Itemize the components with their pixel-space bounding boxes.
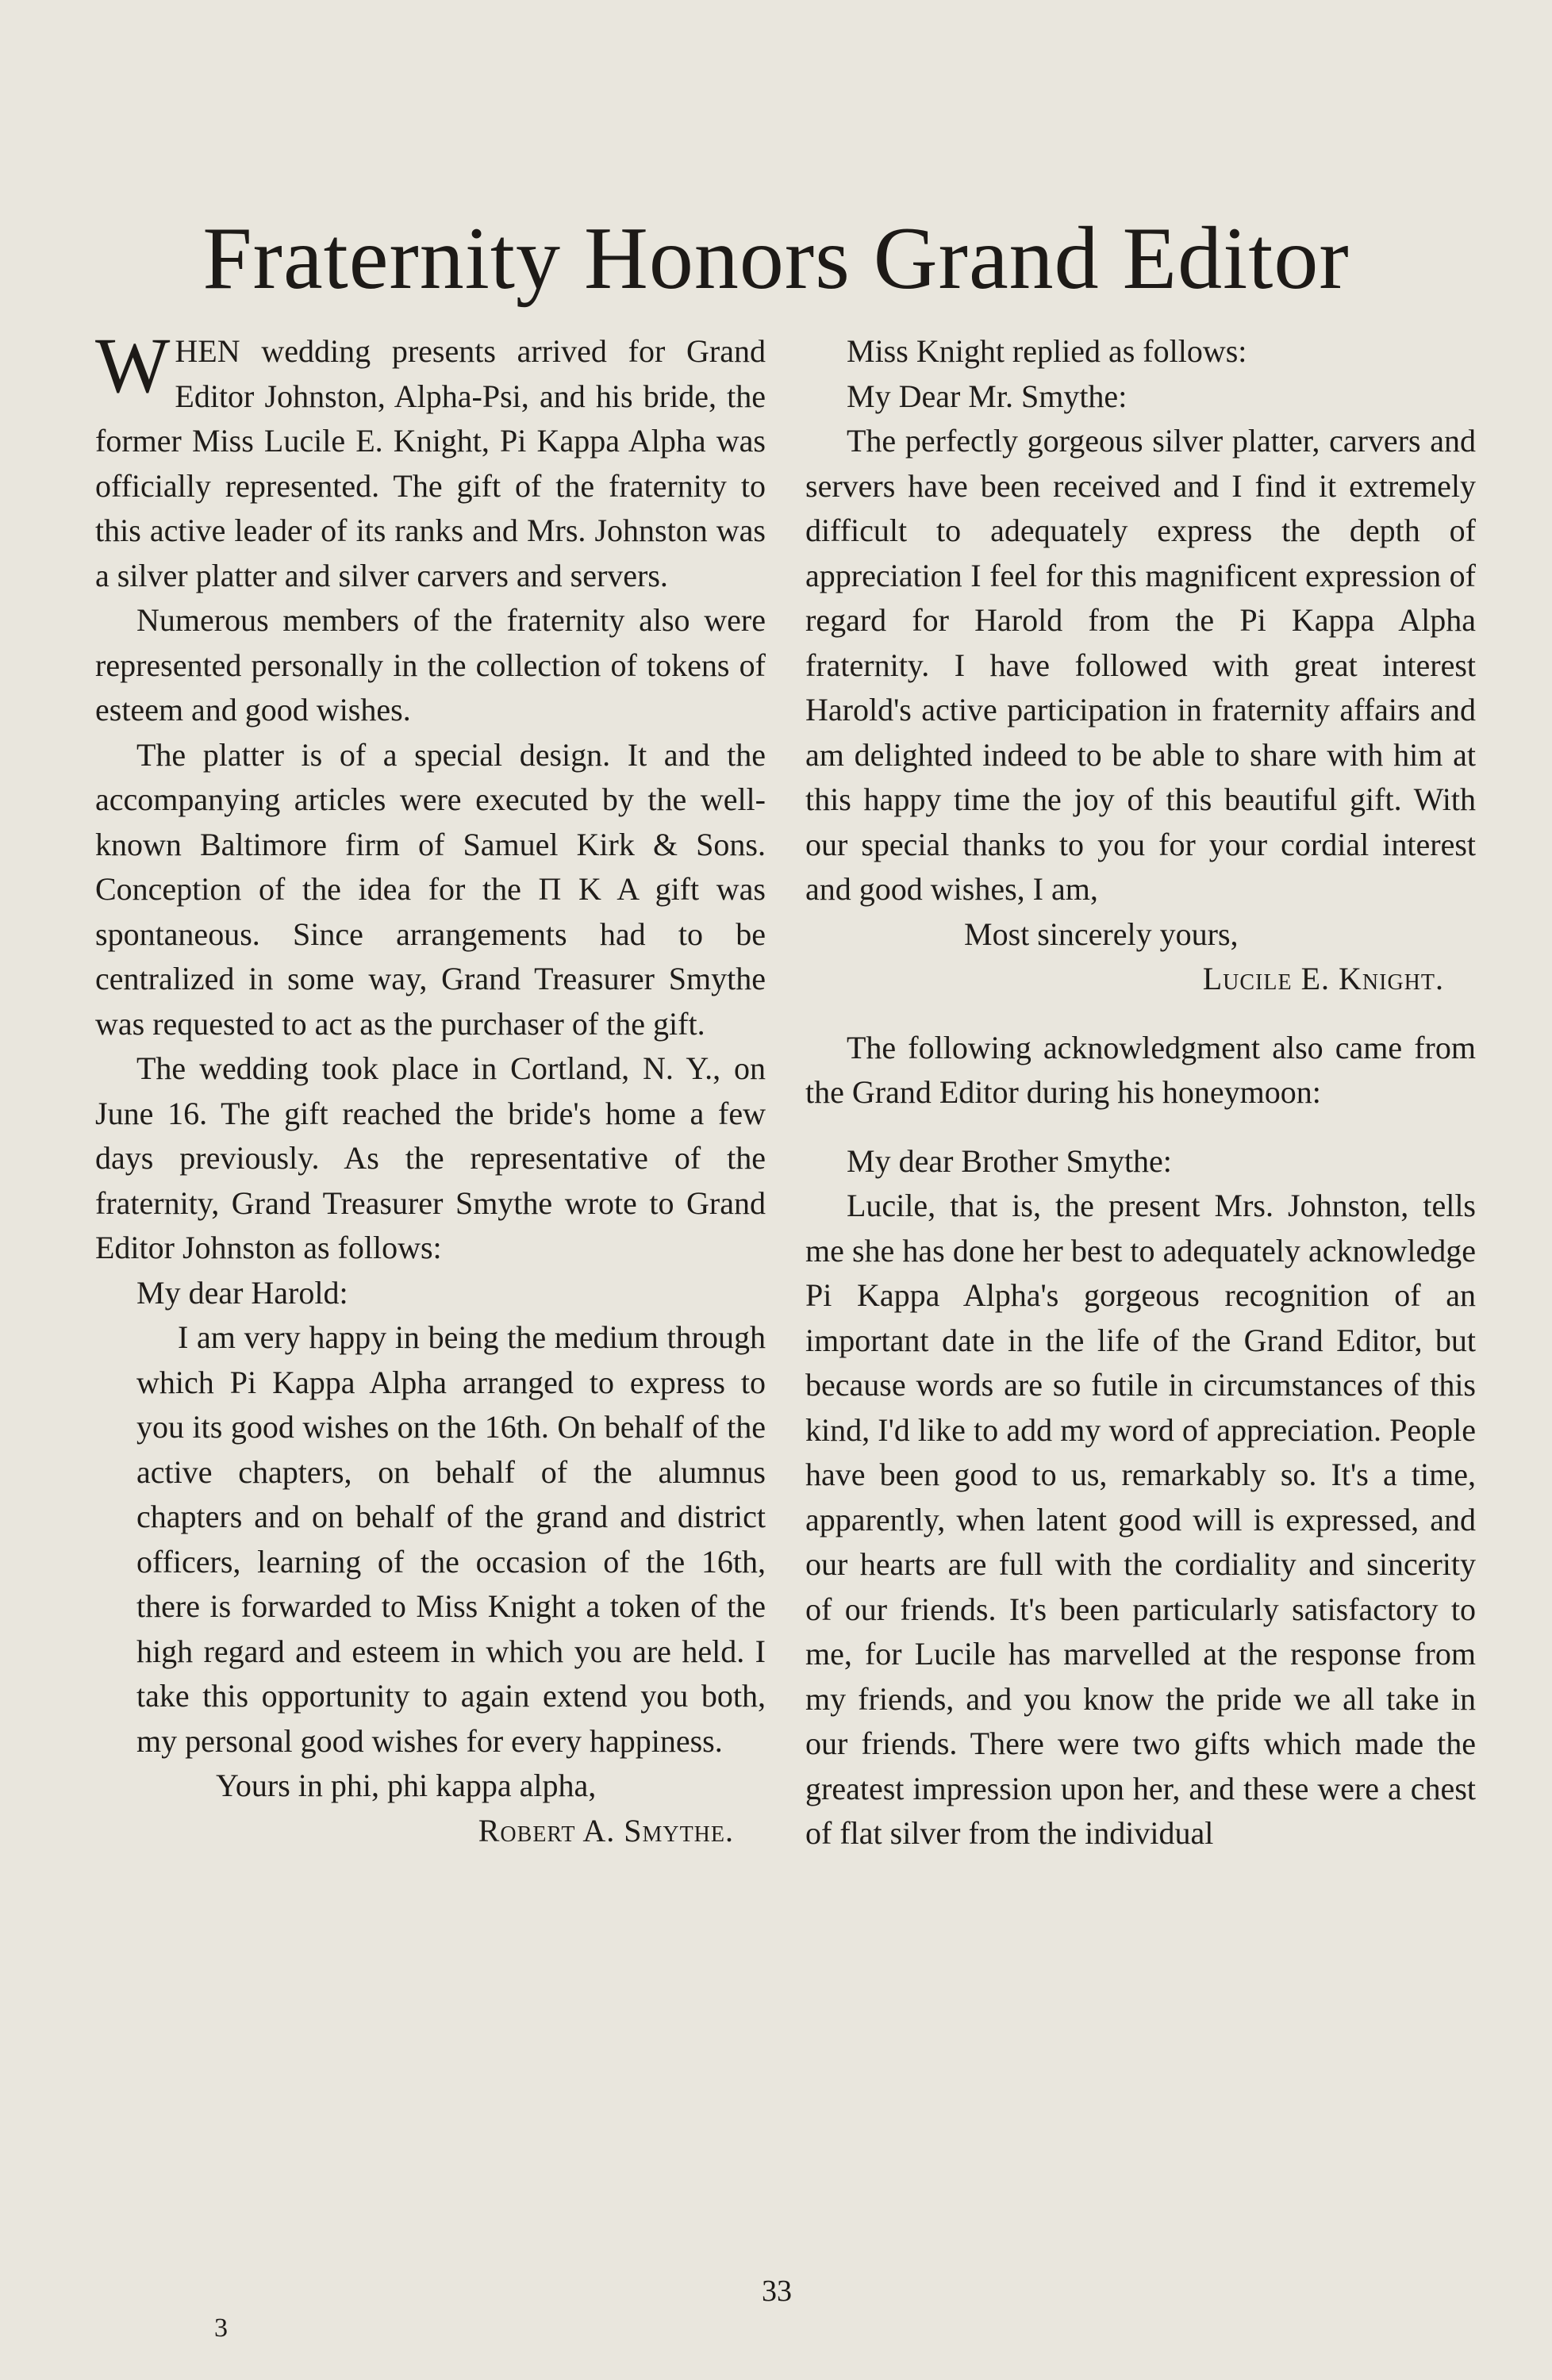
page-mark: 3 [214, 2313, 228, 2343]
right-column [805, 329, 1476, 1856]
page-title: Fraternity Honors Grand Editor [202, 209, 1350, 308]
paragraph-acknowledgment: The following acknowledgment also came from the Grand Editor during his honeymoon: [805, 1029, 1476, 1110]
left-column [95, 321, 766, 1853]
letter-salutation: My dear Harold: [136, 1274, 348, 1311]
paragraph-reply-intro: Miss Knight replied as follows: [847, 333, 1247, 369]
spacer [805, 1002, 1476, 1026]
letter-signature: Robert A. Smythe. [478, 1812, 734, 1848]
ack-body: Lucile, that is, the present Mrs. Johnston, tells me she has done her best to adequately acknowledge Pi Kappa Alpha's gorgeous recognition of an important date in the life of the Grand Editor, but because words are so futile in circumstances of this kind, I'd like to add my word of appreciation. People have been good to us, remarkably so. It's a time, apparently, when latent good will is expressed, and our hearts are full with the cordiality and sincerity of our friends. It's been particularly satisfactory to me, for Lucile has marvelled at the response from my friends, and you know the pride we all take in our friends. There were two gifts which made the greatest impression upon her, and these were a chest of flat silver from the individual [805, 1188, 1476, 1851]
intro-text: HEN wedding presents arrived for Grand Editor Johnston, Alpha-Psi, and his bride, the former Miss Lucile E. Knight, Pi Kappa Alpha was officially represented. The gift of the fraternity to this active leader of its ranks and Mrs. Johnston was a silver platter and silver carvers and servers. [95, 333, 766, 593]
ack-salutation: My dear Brother Smythe: [847, 1142, 1172, 1179]
letter-body: I am very happy in being the medium through which Pi Kappa Alpha arranged to express to you its good wishes on the 16th. On behalf of the active chapters, on behalf of the alumnus chapters and on behalf of the grand and district officers, learning of the occasion of the 16th, there is forwarded to Miss Knight a token of the high regard and esteem in which you are held. I take this opportunity to again extend you both, my personal good wishes for every happiness. [136, 1319, 766, 1759]
page-number: 33 [762, 2274, 792, 2308]
reply-salutation: My Dear Mr. Smythe: [847, 378, 1128, 414]
reply-signature: Lucile E. Knight. [1202, 961, 1444, 996]
paragraph-members: Numerous members of the fraternity also were represented personally in the collection of tokens of esteem and good wishes. [95, 602, 766, 727]
paragraph-wedding: The wedding took place in Cortland, N. Y., on June 16. The gift reached the bride's home a few days previously. As the representative of the fraternity, Grand Treasurer Smythe wrote to Grand Editor Johnston as follows: [95, 1050, 766, 1265]
spacer [805, 1115, 1476, 1139]
reply-body: The perfectly gorgeous silver platter, carvers and servers have been received and I find it extremely difficult to adequately express the depth of appreciation I feel for this magnificent expression of regard for Harold from the Pi Kappa Alpha fraternity. I have followed with great interest Harold's active participation in fraternity affairs and am delighted indeed to be able to share with him at this happy time the joy of this beautiful gift. With our special thanks to you for your cordial interest and good wishes, I am, [805, 423, 1476, 907]
paragraph-platter: The platter is of a special design. It and the accompanying articles were executed by the well-known Baltimore firm of Samuel Kirk & Sons. Conception of the idea for the Π K A gift was spontaneous. Since arrangements had to be centralized in some way, Grand Treasurer Smythe was requested to act as the purchaser of the gift. [95, 736, 766, 1042]
letter-closing: Yours in phi, phi kappa alpha, [216, 1768, 597, 1803]
intro-paragraph [95, 321, 766, 598]
reply-closing: Most sincerely yours, [964, 916, 1239, 952]
smythe-letter [95, 1271, 766, 1854]
drop-cap: W [95, 321, 171, 409]
